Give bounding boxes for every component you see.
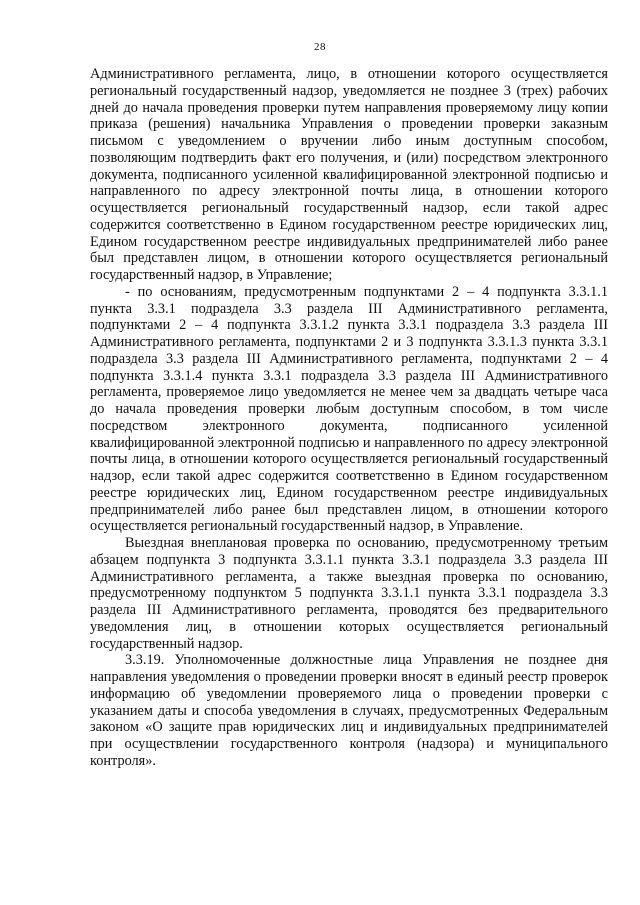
- paragraph-list-item: - по основаниям, предусмотренным подпунктами 2 – 4 подпункта 3.3.1.1 пункта 3.3.1 подраздела 3.3 раздела III Административного регламента, подпунктами 2 – 4 подпункта 3.3.1.2 пункта 3.3.1 подраздела 3.3 раздела III Административного регламента, подпунктами 2 и 3 подпункта 3.3.1.3 пункта 3.3.1 подраздела 3.3 раздела III Административного регламента, подпунктами 2 – 4 подпункта 3.3.1.4 пункта 3.3.1 подраздела 3.3 раздела III Административного регламента, проверяемое лицо уведомляется не менее чем за двадцать четыре часа до начала проведения проверки любым доступным способом, в том числе посредством электронного документа, подписанного усиленной квалифицированной электронной подписью и направленного по адресу электронной почты лица, в отношении которого осуществляется региональный государственный надзор, если такой адрес содержится соответственно в Едином государственном реестре юридических лиц, Едином государственном реестре индивидуальных предпринимателей либо ранее был представлен лицом, в отношении которого осуществляется региональный государственный надзор, в Управление.: [90, 283, 608, 535]
- document-body: [90, 66, 608, 770]
- paragraph-continuation: Административного регламента, лицо, в отношении которого осуществляется региональный государственный надзор, уведомляется не позднее 3 (трех) рабочих дней до начала проведения проверки путем направления проверяемому лицу копии приказа (решения) начальника Управления о проведении проверки заказным письмом с уведомлением о вручении либо иным доступным способом, позволяющим подтвердить факт его получения, и (или) посредством электронного документа, подписанного усиленной квалифицированной электронной подписью и направленного по адресу электронной почты лица, в отношении которого осуществляется региональный государственный надзор, если такой адрес содержится соответственно в Едином государственном реестре юридических лиц, Едином государственном реестре индивидуальных предпринимателей либо ранее был представлен лицом, в отношении которого осуществляется региональный государственный надзор, в Управление;: [90, 66, 608, 283]
- paragraph-section-3-3-19: 3.3.19. Уполномоченные должностные лица Управления не позднее дня направления уведомления о проведении проверки вносят в единый реестр проверок информацию об уведомлении проверяемого лица о проведении проверки с указанием даты и способа уведомления в случаях, предусмотренных Федеральным законом «О защите прав юридических лиц и индивидуальных предпринимателей при осуществлении государственного контроля (надзора) и муниципального контроля».: [90, 652, 608, 769]
- paragraph-unannounced-inspection: Выездная внеплановая проверка по основанию, предусмотренному третьим абзацем подпункта 3 подпункта 3.3.1.1 пункта 3.3.1 подраздела 3.3 раздела III Административного регламента, а также выездная проверка по основанию, предусмотренному подпунктом 5 подпункта 3.3.1.1 пункта 3.3.1 подраздела 3.3 раздела III Административного регламента, проводятся без предварительного уведомления лиц, в отношении которых осуществляется региональный государственный надзор.: [90, 535, 608, 652]
- page-number: 28: [314, 41, 326, 53]
